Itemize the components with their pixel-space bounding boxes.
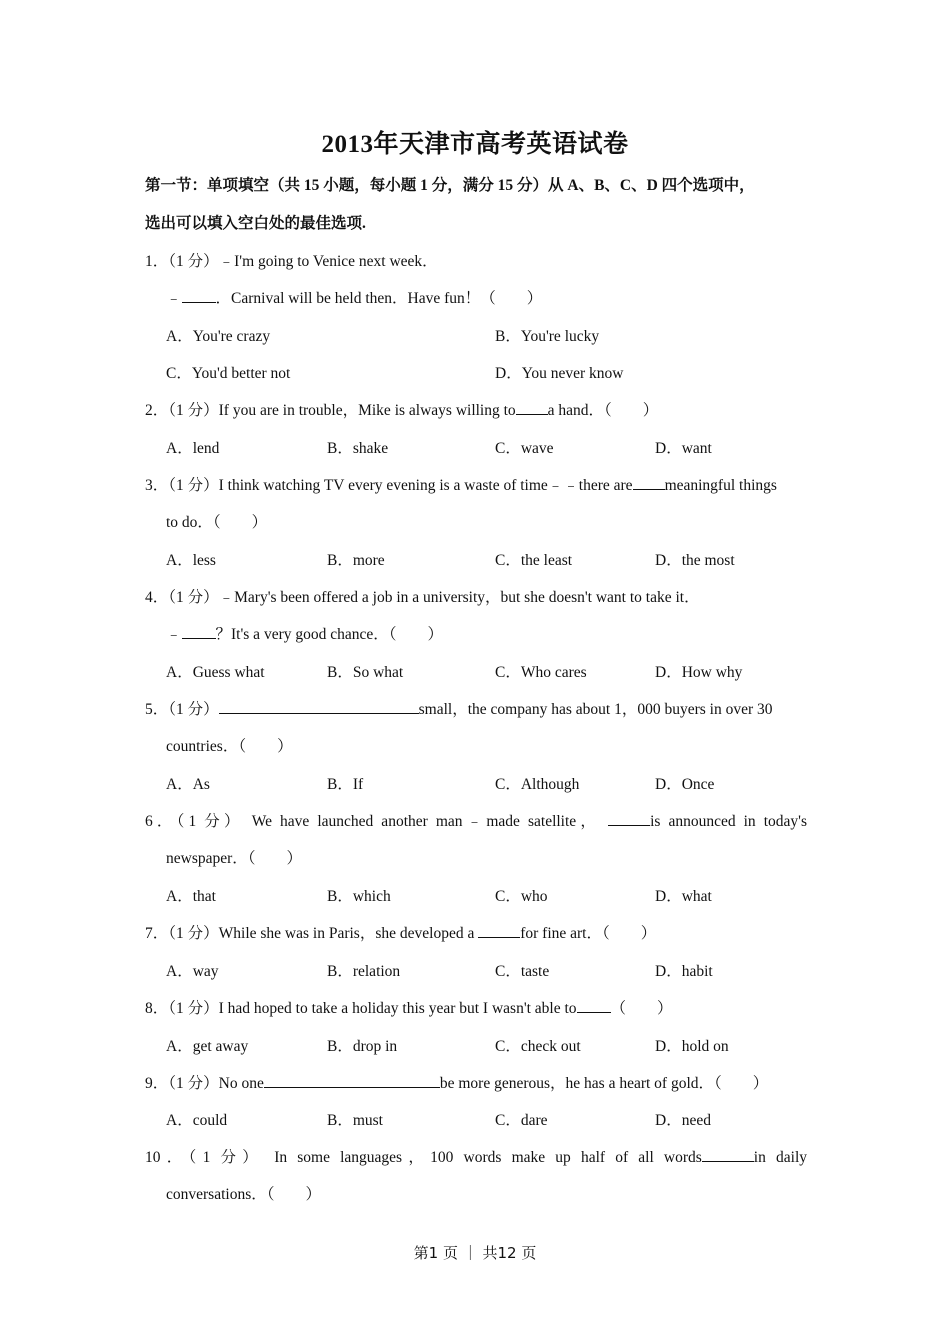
answer-blank [702,1147,754,1162]
option-c: C．check out [495,1038,581,1055]
question-number: 9．（1 分） [145,1075,219,1092]
option-a: A．way [166,963,219,980]
option-c: C．who [495,888,548,905]
question-text: If you are in trouble，Mike is always willing to [218,402,516,419]
question-10-line2: conversations．（ ） [166,1186,321,1203]
question-text: ﹣Mary's been offered a job in a university，but she doesn't want to take it． [218,589,700,606]
option-d: D．You never know [495,365,624,382]
answer-blank [608,811,650,826]
option-a: A．that [166,888,216,905]
option-b: B．more [327,552,385,569]
question-text: （ ） [610,1000,673,1017]
option-a: A．could [166,1112,228,1129]
answer-blank [182,624,216,639]
option-c: C．Who cares [495,664,587,681]
question-text: While she was in Paris，she developed a [218,925,479,942]
option-b: B．must [327,1112,383,1129]
dialogue-dash: ﹣ [166,290,182,307]
question-text: No one [218,1075,264,1092]
option-a: A．You're crazy [166,328,271,345]
question-8 [145,996,673,1018]
option-b: B．drop in [327,1038,398,1055]
question-text: be more generous，he has a heart of gold．（ ） [439,1075,769,1092]
question-number: 1．（1 分） [145,253,219,270]
question-text: We have launched another man﹣made satellite， [251,813,601,830]
question-2 [145,398,658,420]
option-d: D．habit [655,963,713,980]
question-text: I had hoped to take a holiday this year but I wasn't able to [218,1000,577,1017]
section-instructions-line1: 第一节：单项填空（共 15 小题，每小题 1 分，满分 15 分）从 A、B、C、D 四个选项中， [145,177,755,194]
option-d: D．want [655,440,712,457]
option-b: B．So what [327,664,404,681]
question-text: meaningful things [664,477,777,494]
option-b: B．You're lucky [495,328,600,345]
section-instructions-line2: 选出可以填入空白处的最佳选项. [145,215,366,232]
question-3 [145,473,777,495]
question-text: small，the company has about 1，000 buyers in over 30 [418,701,773,718]
question-3-line2: to do．（ ） [166,514,268,531]
option-a: A．As [166,776,210,793]
page-footer: 第1 页 ｜ 共12 页 [413,1244,537,1262]
option-c: C．dare [495,1112,548,1129]
question-9 [145,1071,768,1093]
question-5 [145,697,773,719]
option-d: D．Once [655,776,715,793]
page-title: 2013年天津市高考英语试卷 [321,131,629,158]
answer-blank [219,699,419,714]
option-a: A．get away [166,1038,249,1055]
option-b: B．relation [327,963,401,980]
answer-blank [478,923,520,938]
option-d: D．the most [655,552,735,569]
option-a: A．lend [166,440,220,457]
question-text: ．Carnival will be held then．Have fun！（ ） [215,290,543,307]
question-text: is announced in today's [650,813,807,830]
question-number: 2．（1 分） [145,402,219,419]
option-a: A．less [166,552,216,569]
question-4 [145,585,700,607]
option-b: B．which [327,888,391,905]
option-c: C．the least [495,552,573,569]
question-6 [145,809,807,831]
question-1-line2 [166,286,542,308]
question-number: 5．（1 分） [145,701,219,718]
question-number: 10．（1 分） [145,1149,265,1166]
option-d: D．hold on [655,1038,729,1055]
option-c: C．You'd better not [166,365,291,382]
option-b: B．If [327,776,364,793]
question-number: 3．（1 分） [145,477,219,494]
question-number: 8．（1 分） [145,1000,219,1017]
option-d: D．need [655,1112,711,1129]
option-c: C．Although [495,776,580,793]
answer-blank [577,998,611,1013]
option-c: C．wave [495,440,554,457]
answer-blank [182,288,216,303]
answer-blank [516,400,548,415]
question-1 [145,249,438,271]
answer-blank [264,1073,440,1088]
question-number: 4．（1 分） [145,589,219,606]
dialogue-dash: ﹣ [166,626,182,643]
question-number: 6．（1 分） [145,813,244,830]
answer-blank [633,475,665,490]
option-d: D．How why [655,664,743,681]
option-a: A．Guess what [166,664,265,681]
question-text: ﹣I'm going to Venice next week． [218,253,438,270]
question-7 [145,921,656,943]
question-text: for fine art．（ ） [520,925,657,942]
option-b: B．shake [327,440,389,457]
question-text: in daily [753,1149,807,1166]
question-10 [145,1145,807,1167]
option-c: C．taste [495,963,550,980]
question-6-line2: newspaper．（ ） [166,850,303,867]
question-text: ？It's a very good chance．（ ） [215,626,443,643]
question-number: 7．（1 分） [145,925,219,942]
question-text: In some languages，100 words make up half of all words [274,1149,702,1166]
question-5-line2: countries．（ ） [166,738,293,755]
question-text: I think watching TV every evening is a waste of time﹣﹣there are [218,477,633,494]
question-4-line2 [166,622,443,644]
option-d: D．what [655,888,712,905]
question-text: a hand．（ ） [547,402,659,419]
